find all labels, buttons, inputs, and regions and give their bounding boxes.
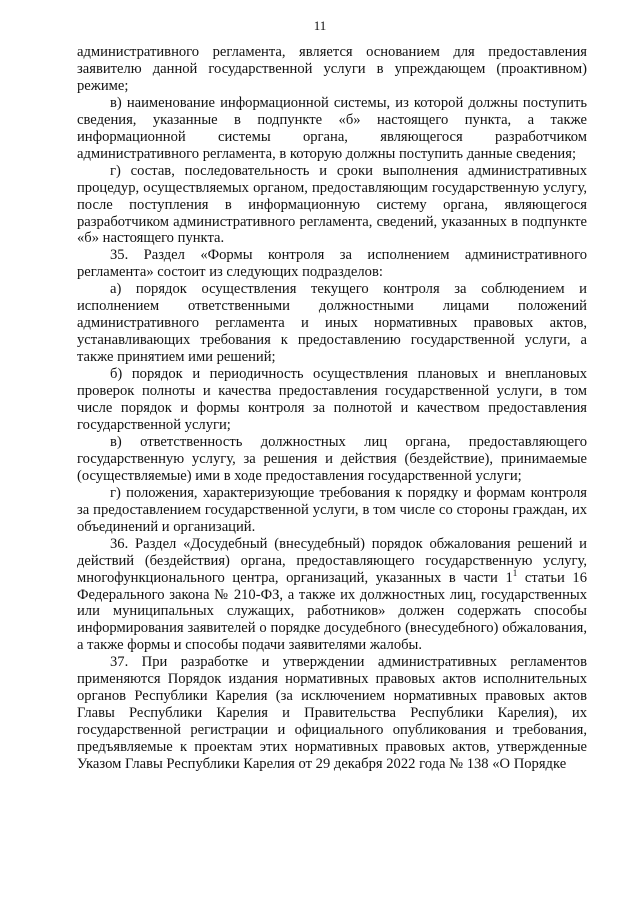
paragraph-37: 37. При разработке и утверждении административных регламентов применяются Порядок издания нормативных правовых актов исполнительных органов Республики Карелия (за исключением нормативных правовых актов Главы Республики Карелия и Правительства Республики Карелия), их государственной регистрации и официального опубликования и требования, предъявляемые к проектам этих нормативных правовых актов, утвержденные Указом Главы Республики Карелия от 29 декабря 2022 года № 138 «О Порядке <box>77 654 587 773</box>
paragraph-35-v: в) ответственность должностных лиц органа, предоставляющего государственную услугу, за решения и действия (бездействие), принимаемые (осуществляемые) ими в ходе предоставления государственной услуги; <box>77 433 587 484</box>
paragraph-35-b: б) порядок и периодичность осуществления плановых и внеплановых проверок полноты и качества предоставления государственной услуги, в том числе порядок и формы контроля за полнотой и качеством предоставления государственной услуги; <box>77 366 587 433</box>
paragraph-36 <box>77 536 587 655</box>
paragraph-34-v: в) наименование информационной системы, из которой должны поступить сведения, указанные в подпункте «б» настоящего пункта, а также информационной системы органа, являющегося разработчиком административного регламента, в которую должны поступить данные сведения; <box>77 94 587 162</box>
document-body <box>77 44 587 773</box>
paragraph-35: 35. Раздел «Формы контроля за исполнением административного регламента» состоит из следующих подразделов: <box>77 247 587 281</box>
paragraph-36-text-start: 36. Раздел «Досудебный (внесудебный) порядок обжалования решений и действий (бездействия) органа, предоставляющего государственную услугу, многофункционального центра, организаций, указанных в части 1 <box>77 535 587 586</box>
paragraph-36-text-end: статьи 16 Федерального закона № 210-ФЗ, а также их должностных лиц, государственных или муниципальных служащих, работников» должен содержать способы информирования заявителей о порядке досудебного (внесудебного) обжалования, а также формы и способы подачи заявителями жалобы. <box>77 569 587 654</box>
paragraph-continued: административного регламента, является основанием для предоставления заявителю данной государственной услуги в упреждающем (проактивном) режиме; <box>77 44 587 94</box>
paragraph-34-g: г) состав, последовательность и сроки выполнения административных процедур, осуществляемых органом, предоставляющим государственную услугу, после поступления в информационную систему органа, являющегося разработчиком административного регламента, сведений, указанных в подпункте «б» настоящего пункта. <box>77 162 587 247</box>
paragraph-35-g: г) положения, характеризующие требования к порядку и формам контроля за предоставлением государственной услуги, в том числе со стороны граждан, их объединений и организаций. <box>77 484 587 535</box>
paragraph-35-a: а) порядок осуществления текущего контроля за соблюдением и исполнением ответственными должностными лицами положений административного регламента и иных нормативных правовых актов, устанавливающих требования к предоставлению государственной услуги, а также принятием ими решений; <box>77 281 587 366</box>
page-number: 11 <box>313 18 327 33</box>
superscript-reference: 1 <box>512 567 518 578</box>
